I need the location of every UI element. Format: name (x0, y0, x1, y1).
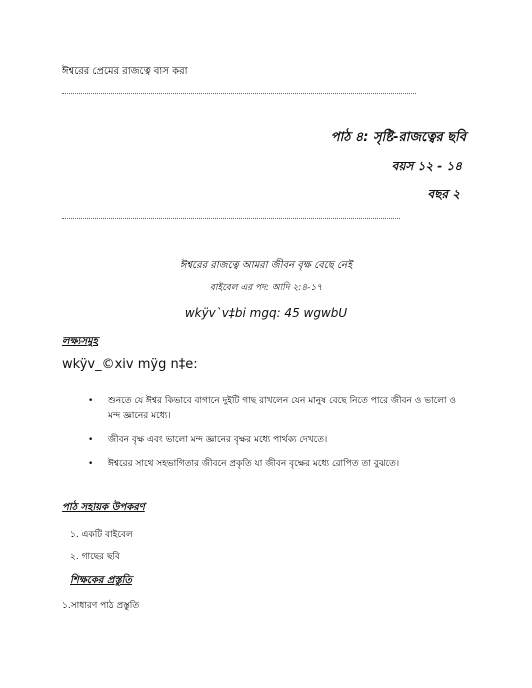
series-title: ঈশ্বরের প্রেমের রাজত্বে বাস করা (62, 66, 188, 77)
objective-text: জীবন বৃক্ষ এবং ভালো মন্দ জ্ঞানের বৃক্ষর মধ্যে পার্থক্য দেখতে। (108, 435, 328, 445)
age-range: বয়স ১২ - ১৪ (391, 159, 462, 173)
divider-top (62, 93, 416, 94)
lesson-duration: wkÿv`v‡bi mgq: 45 wgwbU (184, 306, 348, 320)
material-item: ২. গাছের ছবি (70, 552, 121, 562)
bullet-icon: • (88, 396, 94, 406)
objective-item (88, 433, 470, 448)
bible-verse-reference: বাইবেল এর পদ: আদি ২:৪-১৭ (209, 283, 323, 293)
objective-item (88, 457, 470, 472)
bullet-icon: • (88, 435, 94, 445)
bullet-icon: • (88, 459, 94, 469)
year-label: বছর ২ (427, 187, 460, 201)
divider-middle (62, 218, 400, 219)
preparation-item: ১.সাধারণ পাঠ প্রস্তুতি (62, 601, 140, 611)
objective-item (88, 394, 470, 424)
objective-text: ঈশ্বরের সাথে সহভাগিতার জীবনে প্রকৃতি যা জীবন বৃক্ষের মধ্যে রোপিত তা বুঝতে। (108, 459, 400, 469)
objective-text: শুনতে যে ঈশ্বর কিভাবে বাগানে দুইটি গাছ রাখলেন যেন মানুষ বেছে নিতে পারে জীবন ও ভালো ও মন্দ জ্ঞানের মধ্যে। (108, 396, 456, 421)
objectives-heading: লক্ষ্যসমুহ (62, 336, 98, 347)
objectives-intro: wkÿv_©xiv mÿg n‡e: (62, 357, 198, 372)
material-item: ১. একটি বাইবেল (70, 530, 133, 540)
lesson-title: পাঠ ৪: সৃষ্টি-রাজত্বের ছবি (330, 130, 466, 145)
materials-heading: পাঠ সহায়ক উপকরণ (62, 502, 145, 513)
preparation-heading: শিক্ষকের প্রস্তুতি (70, 575, 132, 586)
lesson-theme: ঈশ্বরের রাজত্বে আমরা জীবন বৃক্ষ বেছে নেই (179, 260, 353, 271)
objectives-list (88, 394, 470, 481)
